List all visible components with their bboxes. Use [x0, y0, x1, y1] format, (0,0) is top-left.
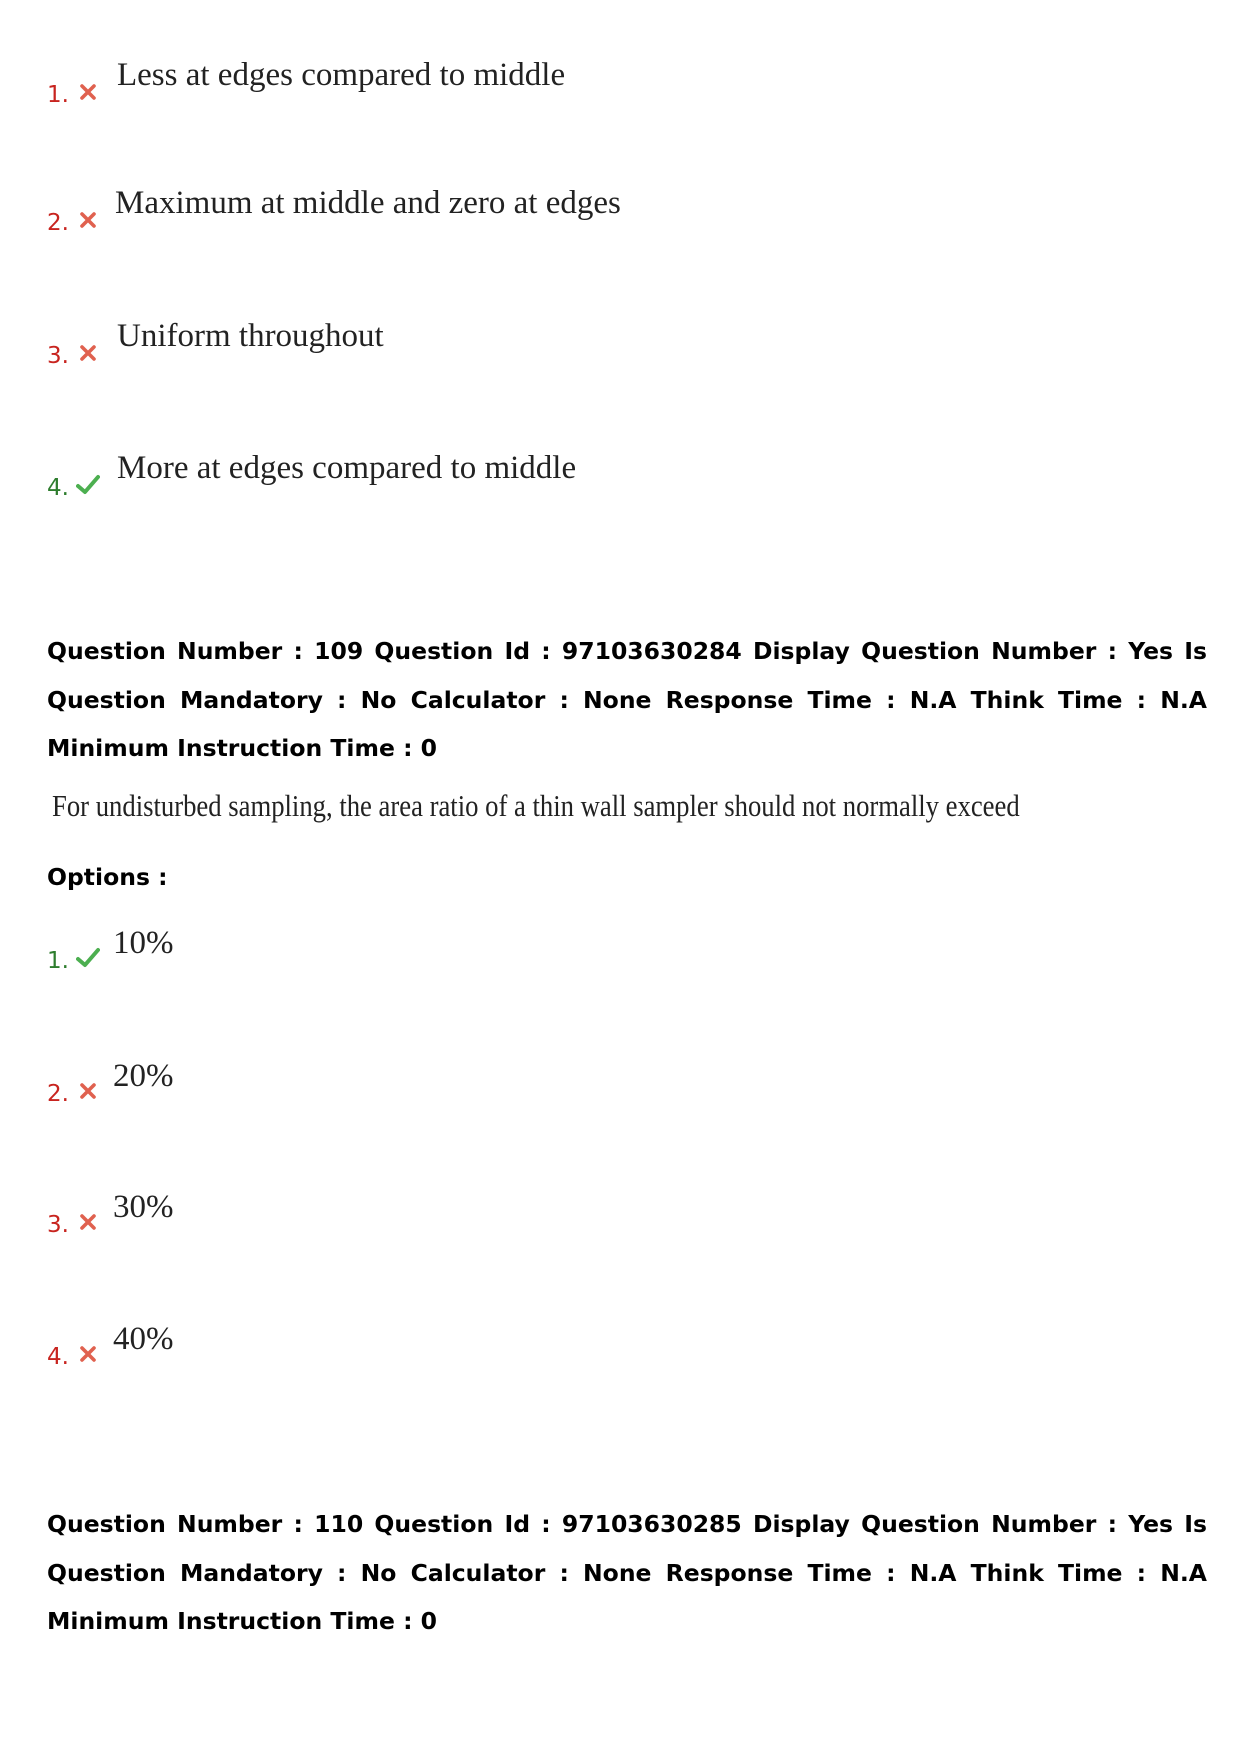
question-header: Question Number : 110 Question Id : 97103630285 Display Question Number : Yes Is Question Mandatory : No Calculator : None Response Time : N.A Think Time : N.A Minimum Instruction Time : 0 — [47, 1510, 1207, 1635]
option-text: 10% — [113, 925, 174, 961]
option-text: 20% — [113, 1058, 174, 1094]
check-icon — [76, 947, 100, 969]
option-number: 3. — [47, 1212, 69, 1238]
cross-icon — [78, 343, 98, 363]
option-text: More at edges compared to middle — [117, 450, 577, 486]
question-header: Question Number : 109 Question Id : 97103630284 Display Question Number : Yes Is Question Mandatory : No Calculator : None Response Time : N.A Think Time : N.A Minimum Instruction Time : 0 — [47, 637, 1207, 762]
cross-icon — [78, 210, 98, 230]
cross-icon — [78, 1212, 98, 1232]
option-number: 4. — [47, 1344, 69, 1370]
cross-icon — [78, 1081, 98, 1101]
option-text: 30% — [113, 1189, 174, 1225]
options-label: Options : — [47, 863, 168, 891]
option-number: 3. — [47, 343, 69, 369]
option-text: Uniform throughout — [117, 318, 384, 354]
cross-icon — [78, 1344, 98, 1364]
option-number: 2. — [47, 210, 69, 236]
option-text: 40% — [113, 1321, 174, 1357]
option-text: Less at edges compared to middle — [117, 57, 566, 93]
check-icon — [76, 474, 100, 496]
option-number: 1. — [47, 82, 69, 108]
cross-icon — [78, 82, 98, 102]
question-text: For undisturbed sampling, the area ratio of a thin wall sampler should not normally exceed — [52, 788, 1020, 823]
option-text: Maximum at middle and zero at edges — [115, 185, 621, 221]
option-number: 1. — [47, 948, 69, 974]
option-number: 4. — [47, 475, 69, 501]
option-number: 2. — [47, 1081, 69, 1107]
